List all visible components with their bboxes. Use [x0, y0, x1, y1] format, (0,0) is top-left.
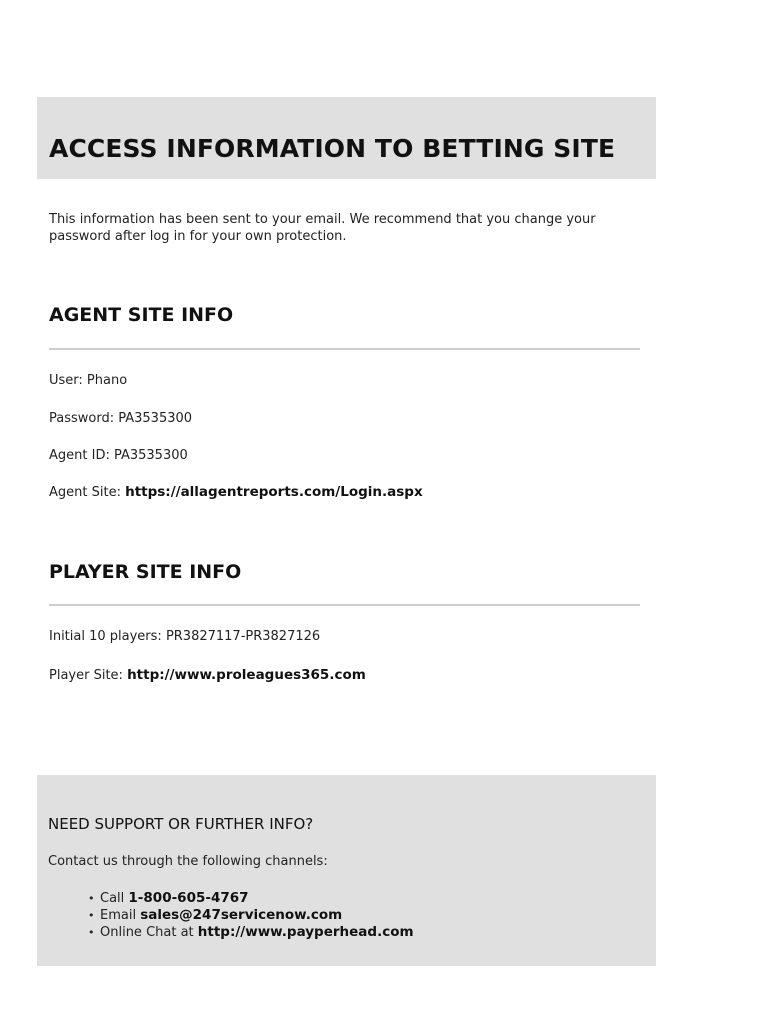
player-section-title: PLAYER SITE INFO — [49, 561, 242, 583]
agent-site-label: Agent Site: — [49, 485, 126, 500]
player-site-link[interactable]: http://www.proleagues365.com — [127, 667, 366, 683]
agent-user-line — [49, 373, 127, 388]
agent-section-title: AGENT SITE INFO — [49, 304, 234, 326]
support-text: Contact us through the following channels: — [48, 854, 328, 869]
support-title: NEED SUPPORT OR FURTHER INFO? — [48, 815, 314, 833]
channel-call-label: Call — [100, 891, 129, 906]
support-panel — [37, 775, 656, 966]
channel-email-value[interactable]: sales@247servicenow.com — [140, 907, 343, 923]
channel-call — [88, 890, 414, 907]
channel-call-value[interactable]: 1-800-605-4767 — [128, 890, 249, 906]
support-channel-list — [85, 890, 414, 941]
bullet-icon: • — [88, 926, 95, 939]
channel-chat — [88, 924, 414, 941]
player-site-label: Player Site: — [49, 668, 128, 683]
intro-text: This information has been sent to your email. We recommend that you change your password after log in for your own protection. — [49, 212, 596, 244]
agent-id-value: PA3535300 — [113, 448, 188, 463]
channel-email — [88, 907, 414, 924]
agent-password-label: Password: — [49, 411, 119, 426]
agent-password-value: PA3535300 — [118, 411, 193, 426]
channel-chat-label: Online Chat at — [100, 925, 198, 940]
bullet-icon: • — [88, 892, 95, 905]
agent-id-line — [49, 448, 188, 463]
agent-site-link[interactable]: https://allagentreports.com/Login.aspx — [125, 484, 423, 500]
player-range-value: PR3827117-PR3827126 — [165, 629, 321, 644]
page-title: ACCESS INFORMATION TO BETTING SITE — [49, 134, 616, 163]
player-site-line — [49, 667, 366, 683]
agent-id-label: Agent ID: — [49, 448, 114, 463]
player-section-divider — [49, 604, 640, 606]
channel-email-label: Email — [100, 908, 141, 923]
player-range-line — [49, 629, 320, 644]
agent-password-line — [49, 411, 192, 426]
bullet-icon: • — [88, 909, 95, 922]
player-range-label: Initial 10 players: — [49, 629, 166, 644]
agent-user-label: User: — [49, 373, 87, 388]
agent-user-value: Phano — [86, 373, 128, 388]
header-banner — [37, 97, 656, 179]
channel-chat-value[interactable]: http://www.payperhead.com — [197, 924, 414, 940]
agent-site-line — [49, 484, 423, 500]
agent-section-divider — [49, 348, 640, 350]
